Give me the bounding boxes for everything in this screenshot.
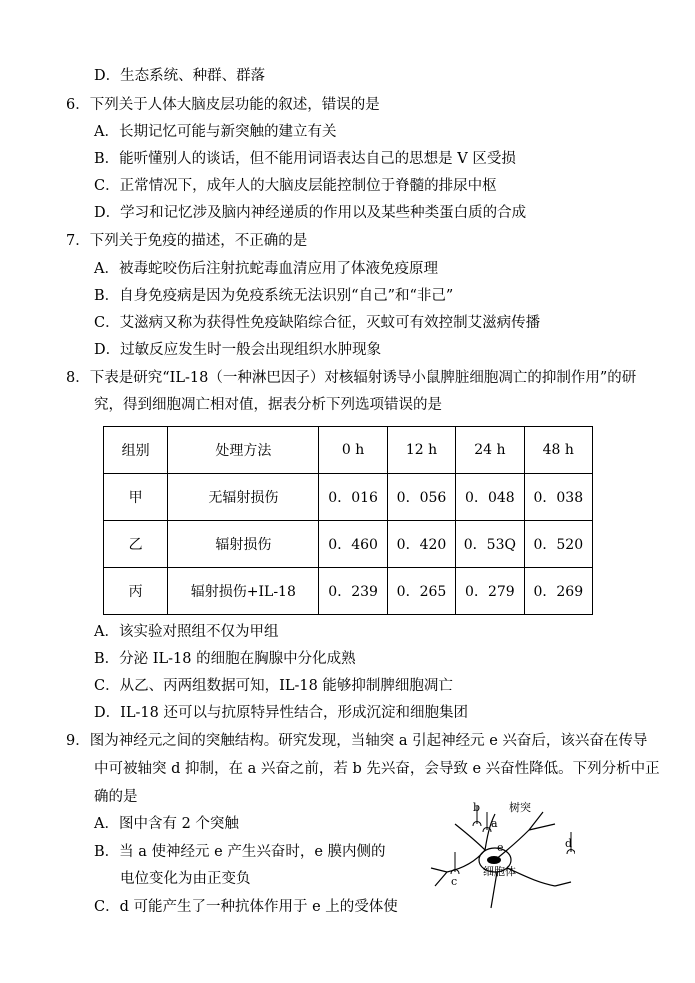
label-e: e — [497, 841, 504, 854]
question-7-stem: 7．下列关于免疫的描述，不正确的是 — [66, 233, 308, 249]
table-cell: 0．038 — [524, 474, 592, 521]
question-5-option-d: D．生态系统、种群、群落 — [94, 68, 266, 84]
question-8-option-a: A．该实验对照组不仅为甲组 — [94, 624, 279, 640]
table-cell: 0．016 — [319, 474, 387, 521]
table-cell: 0．53Q — [456, 521, 524, 568]
table-row — [104, 521, 593, 568]
table-header-cell: 0 h — [319, 427, 387, 474]
table-cell: 0．460 — [319, 521, 387, 568]
label-d: d — [565, 837, 573, 850]
table-cell: 0．056 — [387, 474, 455, 521]
question-9-option-b-continued: 电位变化为由正变负 — [120, 871, 251, 887]
table-cell: 无辐射损伤 — [168, 474, 319, 521]
question-9-option-a: A．图中含有 2 个突触 — [94, 816, 239, 832]
question-9-option-c: C．d 可能产生了一种抗体作用于 e 上的受体使 — [94, 899, 398, 915]
question-8-option-d: D．IL-18 还可以与抗原特异性结合，形成沉淀和细胞集团 — [94, 705, 468, 721]
question-7-option-a: A．被毒蛇咬伤后注射抗蛇毒血清应用了体液免疫原理 — [94, 261, 438, 277]
table-cell: 甲 — [104, 474, 168, 521]
question-9-stem: 9．图为神经元之间的突触结构。研究发现，当轴突 a 引起神经元 e 兴奋后，该兴奋在传导 — [66, 733, 648, 749]
label-a: a — [491, 817, 498, 830]
table-header-cell: 组别 — [104, 427, 168, 474]
question-6-stem: 6．下列关于人体大脑皮层功能的叙述，错误的是 — [66, 97, 380, 113]
question-6-option-b: B．能听懂别人的谈话，但不能用词语表达自己的思想是 V 区受损 — [94, 151, 516, 167]
table-cell: 辐射损伤 — [168, 521, 319, 568]
table-header-cell: 24 h — [456, 427, 524, 474]
question-8-stem-continued: 究，得到细胞凋亡相对值，据表分析下列选项错误的是 — [94, 397, 442, 413]
question-8-stem: 8．下表是研究“IL-18（一种淋巴因子）对核辐射诱导小鼠脾脏细胞凋亡的抑制作用”的研 — [66, 370, 637, 386]
table-cell: 0．269 — [524, 568, 592, 615]
question-6-option-a: A．长期记忆可能与新突触的建立有关 — [94, 124, 337, 140]
table-header-cell: 处理方法 — [168, 427, 319, 474]
question-9-stem-continued: 中可被轴突 d 抑制，在 a 兴奋之前，若 b 先兴奋，会导致 e 兴奋性降低。下列分析中正 — [94, 761, 660, 777]
table-cell: 辐射损伤+IL-18 — [168, 568, 319, 615]
question-7-option-c: C．艾滋病又称为获得性免疫缺陷综合征，灭蚊可有效控制艾滋病传播 — [94, 315, 541, 331]
table-cell: 0．420 — [387, 521, 455, 568]
label-b: b — [473, 801, 481, 814]
question-9-option-b: B．当 a 使神经元 e 产生兴奋时，e 膜内侧的 — [94, 844, 386, 860]
synapse-diagram — [425, 802, 575, 910]
label-dendrite: 树突 — [509, 801, 531, 814]
table-cell: 0．048 — [456, 474, 524, 521]
table-header-cell: 48 h — [524, 427, 592, 474]
table-cell: 0．239 — [319, 568, 387, 615]
table-cell: 乙 — [104, 521, 168, 568]
question-7-option-d: D．过敏反应发生时一般会出现组织水肿现象 — [94, 342, 382, 358]
label-soma: 细胞体 — [483, 865, 516, 878]
table-cell: 0．265 — [387, 568, 455, 615]
question-6-option-d: D．学习和记忆涉及脑内神经递质的作用以及某些种类蛋白质的合成 — [94, 205, 527, 221]
table-row — [104, 568, 593, 615]
question-8-option-b: B．分泌 IL-18 的细胞在胸腺中分化成熟 — [94, 651, 356, 667]
question-7-option-b: B．自身免疫病是因为免疫系统无法识别“自己”和“非己” — [94, 288, 454, 304]
question-6-option-c: C．正常情况下，成年人的大脑皮层能控制位于脊髓的排尿中枢 — [94, 178, 497, 194]
label-c: c — [451, 875, 458, 888]
table-row — [104, 474, 593, 521]
table-header-row — [104, 427, 593, 474]
question-9-stem-end: 确的是 — [94, 789, 138, 805]
synapse-diagram-drawing — [425, 802, 575, 910]
table-header-cell: 12 h — [387, 427, 455, 474]
question-8-option-c: C．从乙、丙两组数据可知，IL-18 能够抑制脾细胞凋亡 — [94, 678, 453, 694]
table-cell: 0．279 — [456, 568, 524, 615]
table-cell: 丙 — [104, 568, 168, 615]
table-cell: 0．520 — [524, 521, 592, 568]
apoptosis-data-table — [103, 426, 593, 615]
